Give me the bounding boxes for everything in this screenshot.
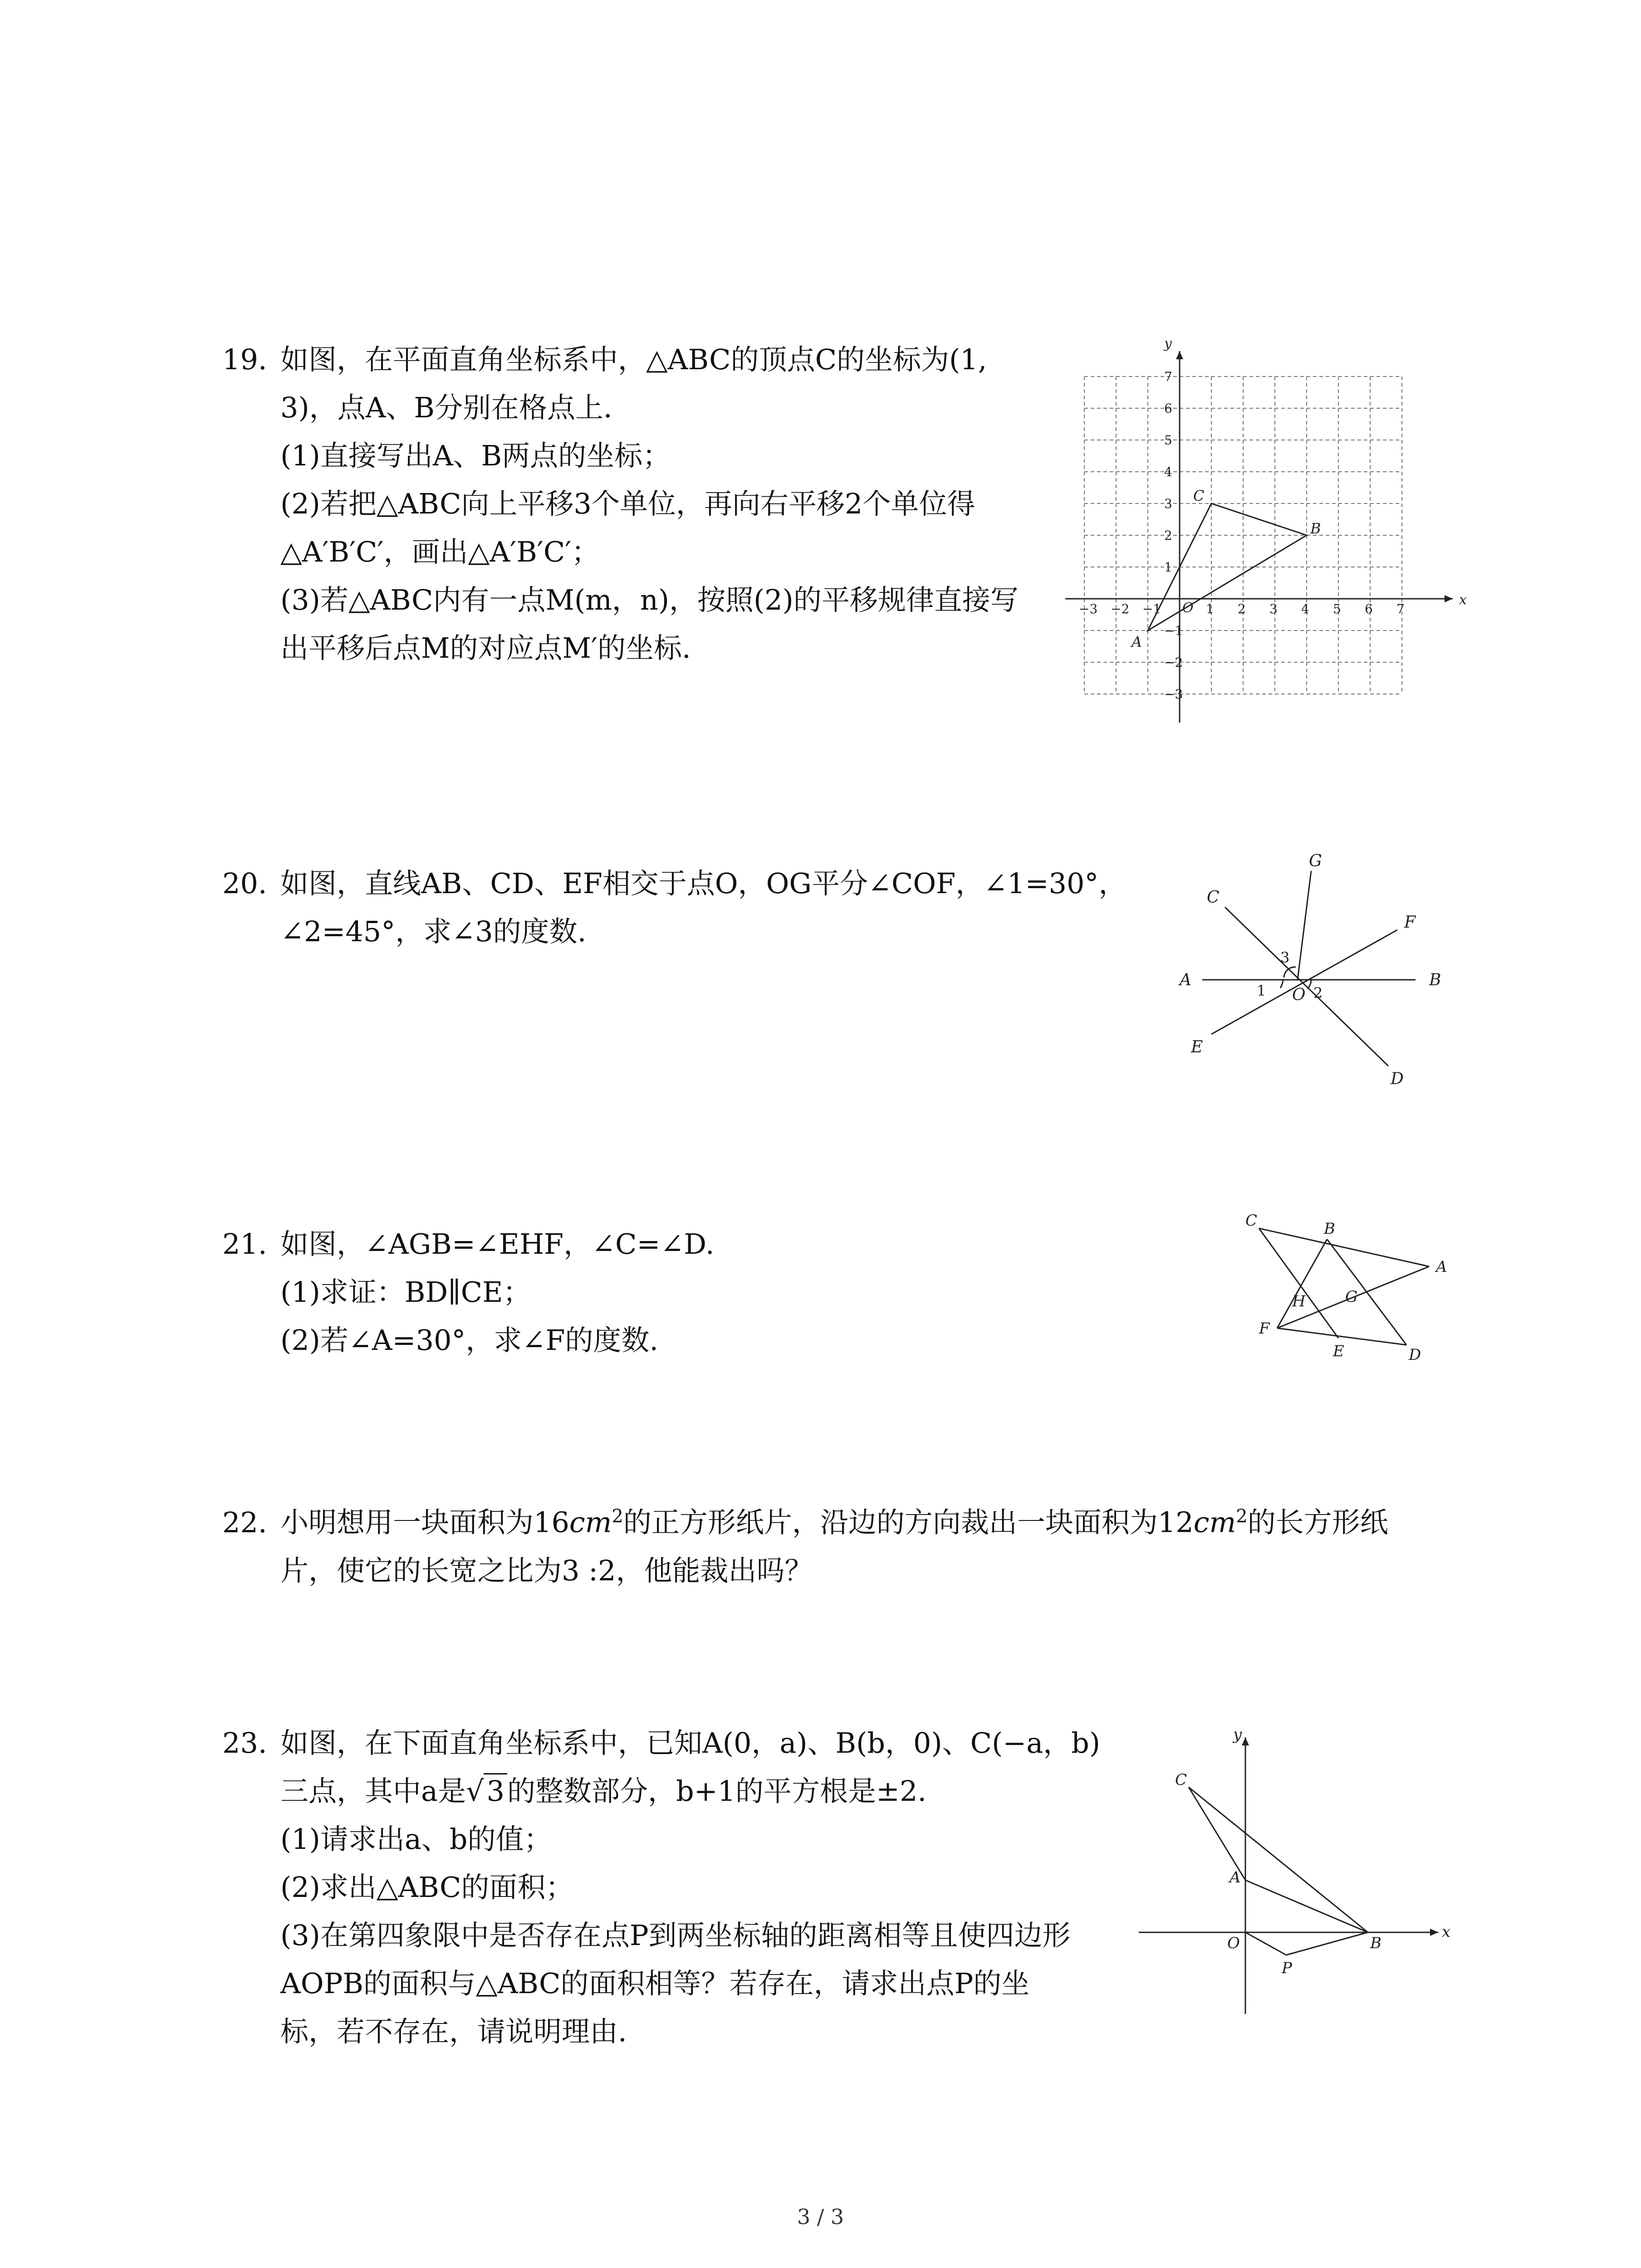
question-number: 19. xyxy=(222,343,267,376)
label-a: A xyxy=(1436,1258,1447,1276)
label-b: B xyxy=(1370,1934,1381,1952)
unit-cm: cm xyxy=(569,1505,612,1539)
question-number: 22. xyxy=(222,1505,267,1539)
question-text-line: 如图，在平面直角坐标系中，△ABC的顶点C的坐标为(1, xyxy=(280,343,987,376)
ray-og xyxy=(1298,871,1311,980)
question-text-part: 三点，其中a是 xyxy=(280,1774,466,1808)
x-tick-label: −3 xyxy=(1079,601,1098,616)
y-tick-label: 4 xyxy=(1164,464,1172,479)
label-angle-3: 3 xyxy=(1280,949,1290,966)
question-text-part: 的正方形纸片，沿边的方向裁出一块面积为12 xyxy=(623,1505,1194,1539)
question-text-line: (1)求证：BD∥CE； xyxy=(280,1276,531,1309)
label-b: B xyxy=(1429,971,1441,989)
label-f: F xyxy=(1259,1320,1270,1338)
label-c: C xyxy=(1175,1771,1187,1789)
label-o: O xyxy=(1227,1934,1240,1952)
label-b: B xyxy=(1310,520,1321,537)
question-23 xyxy=(222,1719,1101,2056)
segment-ce xyxy=(1259,1228,1338,1338)
question-text-line: △A′B′C′，画出△A′B′C′； xyxy=(280,535,600,568)
segment-pb xyxy=(1286,1932,1368,1955)
x-tick-label: 7 xyxy=(1396,601,1405,616)
label-e: E xyxy=(1191,1038,1203,1056)
label-a: A xyxy=(1180,971,1191,989)
question-text-line: (3)在第四象限中是否存在点P到两坐标轴的距离相等且使四边形 xyxy=(280,1919,1071,1952)
label-y: y xyxy=(1233,1725,1242,1744)
angle-1-arc xyxy=(1280,980,1283,988)
label-x: x xyxy=(1459,592,1467,608)
label-c: C xyxy=(1193,487,1205,504)
label-g: G xyxy=(1345,1288,1358,1306)
question-text-line: (2)若∠A=30°，求∠F的度数. xyxy=(280,1324,659,1357)
label-a: A xyxy=(1132,633,1142,650)
question-text-line: (2)求出△ABC的面积； xyxy=(280,1871,574,1904)
segment-op xyxy=(1245,1932,1286,1955)
label-a: A xyxy=(1230,1868,1241,1887)
label-o: O xyxy=(1182,600,1194,616)
segment-ca xyxy=(1189,1787,1245,1880)
label-b: B xyxy=(1324,1220,1335,1238)
y-tick-label: −2 xyxy=(1164,655,1183,670)
superscript-2: 2 xyxy=(1236,1506,1248,1527)
question-19 xyxy=(222,336,1084,672)
segment-bd xyxy=(1327,1239,1406,1345)
label-h: H xyxy=(1292,1292,1306,1310)
q23-coordinate-figure xyxy=(1130,1719,1456,2028)
angle-3-arc xyxy=(1284,967,1296,978)
line-cd xyxy=(1225,907,1388,1066)
label-c: C xyxy=(1207,888,1220,907)
label-angle-2: 2 xyxy=(1313,984,1323,1002)
segment-cb xyxy=(1189,1787,1368,1932)
label-y: y xyxy=(1164,336,1172,352)
radicand: 3 xyxy=(484,1773,507,1808)
question-text-line: 如图，在下面直角坐标系中，已知A(0，a)、B(b，0)、C(−a，b) xyxy=(280,1726,1101,1760)
x-tick-label: −2 xyxy=(1111,601,1130,616)
y-tick-label: 2 xyxy=(1164,528,1172,543)
question-21 xyxy=(222,1220,1084,1364)
question-text-line: ∠2=45°，求∠3的度数. xyxy=(280,915,587,948)
q20-intersecting-lines-figure xyxy=(1161,844,1470,1098)
y-tick-label: 1 xyxy=(1164,560,1172,575)
x-tick-label: 4 xyxy=(1301,601,1309,616)
y-tick-label: −1 xyxy=(1164,623,1183,638)
x-tick-label: 2 xyxy=(1238,601,1246,616)
superscript-2: 2 xyxy=(612,1506,623,1527)
y-tick-label: 5 xyxy=(1164,433,1172,448)
x-axis-arrow-icon xyxy=(1430,1929,1438,1936)
question-number: 21. xyxy=(222,1227,267,1261)
question-number: 20. xyxy=(222,867,267,900)
question-text-part: 的整数部分，b+1的平方根是±2. xyxy=(507,1774,927,1808)
y-tick-label: 6 xyxy=(1164,401,1172,416)
question-number: 23. xyxy=(222,1726,267,1760)
x-tick-label: −1 xyxy=(1142,601,1161,616)
segment-ab xyxy=(1245,1880,1368,1932)
label-g: G xyxy=(1309,852,1322,870)
x-axis-arrow-icon xyxy=(1445,595,1453,602)
label-p: P xyxy=(1282,1959,1292,1977)
q19-coordinate-grid-figure xyxy=(1057,336,1467,735)
label-o: O xyxy=(1292,986,1306,1004)
question-text-part: 小明想用一块面积为16 xyxy=(280,1505,569,1539)
label-x: x xyxy=(1442,1923,1451,1941)
question-text-line: (3)若△ABC内有一点M(m，n)，按照(2)的平移规律直接写 xyxy=(280,583,1019,616)
question-text-line: 3)，点A、B分别在格点上． xyxy=(280,391,632,424)
question-text-line: 出平移后点M的对应点M′的坐标. xyxy=(280,631,691,665)
x-tick-label: 1 xyxy=(1206,601,1214,616)
segment-ca xyxy=(1259,1228,1429,1266)
q21-parallel-lines-figure xyxy=(1234,1207,1461,1374)
x-tick-label: 5 xyxy=(1333,601,1341,616)
question-text-part: 的长方形纸 xyxy=(1247,1505,1388,1539)
x-tick-label: 6 xyxy=(1365,601,1373,616)
question-text-line: 片，使它的长宽之比为3 :2，他能裁出吗？ xyxy=(280,1554,813,1587)
label-c: C xyxy=(1245,1212,1258,1230)
question-text-line: (2)若把△ABC向上平移3个单位，再向右平移2个单位得 xyxy=(280,487,975,520)
y-axis-arrow-icon xyxy=(1176,351,1183,359)
label-d: D xyxy=(1391,1070,1404,1088)
x-tick-label: 3 xyxy=(1269,601,1278,616)
segment-bf xyxy=(1277,1239,1327,1328)
line-ef xyxy=(1211,930,1397,1034)
y-tick-label: −3 xyxy=(1164,687,1183,702)
question-22 xyxy=(222,1492,1447,1595)
label-angle-1: 1 xyxy=(1257,982,1266,999)
page-number: 3 / 3 xyxy=(797,2204,844,2229)
y-tick-label: 7 xyxy=(1164,369,1172,384)
sqrt-symbol: √ xyxy=(465,1774,484,1808)
y-axis-arrow-icon xyxy=(1242,1737,1249,1745)
label-f: F xyxy=(1404,913,1416,932)
label-e: E xyxy=(1333,1342,1344,1360)
label-d: D xyxy=(1409,1346,1421,1364)
angle-2-arc xyxy=(1308,980,1311,989)
question-text-line: (1)请求出a、b的值； xyxy=(280,1823,552,1856)
question-text-line: 标，若不存在，请说明理由. xyxy=(280,2015,627,2048)
y-tick-label: 3 xyxy=(1164,496,1172,511)
unit-cm: cm xyxy=(1193,1505,1236,1539)
question-text-line: 如图，直线AB、CD、EF相交于点O，OG平分∠COF，∠1=30°， xyxy=(280,867,1127,900)
question-text-line: (1)直接写出A、B两点的坐标； xyxy=(280,439,671,472)
question-text-line: AOPB的面积与△ABC的面积相等？若存在，请求出点P的坐 xyxy=(280,1967,1030,2000)
question-text-line: 如图，∠AGB=∠EHF，∠C=∠D. xyxy=(280,1227,715,1261)
